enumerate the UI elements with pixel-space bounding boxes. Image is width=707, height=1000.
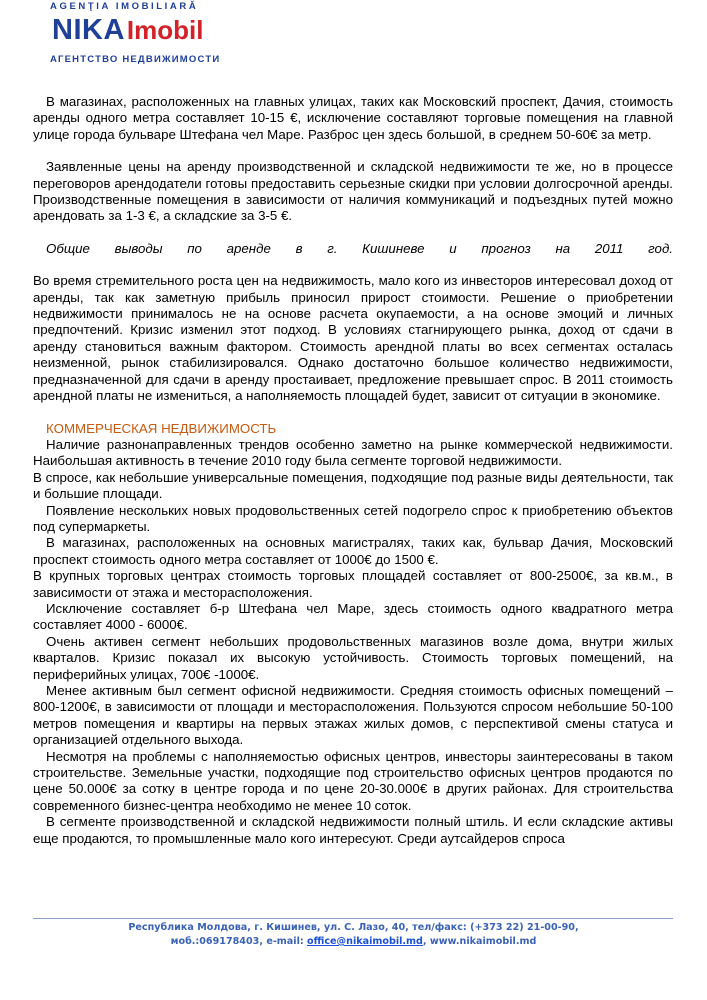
logo-imobil: Imobil [126,15,204,45]
italic-subheading: Общие выводы по аренде в г. Кишиневе и прогноз на 2011 год. [46,240,673,256]
footer-contacts [0,936,707,947]
paragraph-supermarkets: Появление нескольких новых продовольственных сетей подогрело спрос к приобретению объектов под супермаркеты. [33,502,673,534]
paragraph-shopping-centers: В крупных торговых центрах стоимость торговых площадей составляет от 800-2500€, за кв.м., в зависимости от этажа и месторасположения. [33,568,673,600]
footer-divider [33,918,673,919]
document-body [33,94,673,847]
footer-phone: моб.:069178403, e-mail: [170,936,308,947]
footer-separator: , [422,936,430,947]
paragraph-office: Менее активным был сегмент офисной недвижимости. Средняя стоимость офисных помещений – 800-1200€, в зависимости от площади и месторасположения. Пользуются спросом небольшие 50-100 метров помещения и квартиры на первых этажах жилых домов, с перспективой смены статуса и организацией отдельного выхода. [33,683,673,748]
footer-email-link[interactable]: office@nikaimobil.md [307,936,423,947]
section-heading-commercial: КОММЕРЧЕСКАЯ НЕДВИЖИМОСТЬ [46,420,277,436]
paragraph-retail-rent: В магазинах, расположенных на главных улицах, таких как Московский проспект, Дачия, стоимость аренды одного метра составляет 10-15 €, исключение составляют торговые помещения на главной улице города бульваре Штефана чел Маре. Разброс цен здесь большой, в среднем 50-60€ за метр. [33,94,673,142]
logo-nika: NIKA [52,14,125,46]
logo-wordmark [52,16,203,45]
paragraph-office-centers: Несмотря на проблемы с наполняемостью офисных центров, инвесторы заинтересованы в таком строительстве. Земельные участки, подходящие под строительство офисных центров продаются по цене 50.000€ за сотку в центре города и по цене 20-30.000€ в других районах. Для строительства современного бизнес-центра необходимо не менее 10 соток. [33,748,673,813]
paragraph-production-rent: Производственные помещения в зависимости от наличия коммуникаций и подъездных путей можно арендовать за 1-3 €, а складские за 3-5 €. [33,192,673,224]
paragraph-conclusions: Во время стремительного роста цен на недвижимость, мало кого из инвесторов интересовал доход от аренды, так как заметную прибыль приносил прирост стоимости. Решение о приобретении недвижимости принималось не на основе расчета окупаемости, а на основе эмоций и личных предпочтений. Кризис изменил этот подход. В условиях стагнирующего рынка, доход от сдачи в аренду становиться важным фактором. Стоимость арендной платы во всех сегментах осталась неизменной, рынок стабилизировался. Однако достаточно большое количество недвижимости, предназначенной для сдачи в аренду простаивает, предложение превышает спрос. В 2011 стоимость арендной платы не измениться, а наполняемость площадей будет, зависит от ситуации в экономике. [33,273,673,404]
logo-agentstvo-text: АГЕНТСТВО НЕДВИЖИМОСТИ [50,54,221,65]
paragraph-small-shops: Очень активен сегмент небольших продовольственных магазинов возле дома, внутри жилых кварталов. Кризис показал их высокую устойчивость. Стоимость торговых помещений, на периферийных улицах, 700€ -1000€. [33,633,673,682]
footer-address: Республика Молдова, г. Кишинев, ул. С. Лазо, 40, тел/факс: (+373 22) 21-00-90, [128,922,579,933]
paragraph-warehouse-rent: Заявленные цены на аренду производственной и складской недвижимости те же, но в процессе переговоров арендодатели готовы предоставить серьезные скидки при условии долгосрочной аренды. [33,159,673,191]
agency-logo [30,0,230,72]
paragraph-demand: В спросе, как небольшие универсальные помещения, подходящие под разные виды деятельности, так и большие площади. [33,469,673,502]
logo-agentia-text: AGENŢIA IMOBILIARĂ [50,1,199,12]
paragraph-main-streets: В магазинах, расположенных на основных магистралях, таких как, бульвар Дачия, Московский проспект стоимость одного метра составляет от 1000€ до 1500 €. [33,535,673,567]
paragraph-trends: Наличие разнонаправленных трендов особенно заметно на рынке коммерческой недвижимости. Наибольшая активность в течение 2010 году была сегменте торговой недвижимости. [33,436,673,469]
paragraph-industrial: В сегменте производственной и складской недвижимости полный штиль. И если складские активы еще продаются, то промышленные мало кого интересуют. Среди аутсайдеров спроса [33,814,673,846]
footer [0,922,707,947]
paragraph-stefan-cel-mare: Исключение составляет б-р Штефана чел Маре, здесь стоимость одного квадратного метра составляет 4000 - 6000€. [33,600,673,633]
footer-website-link[interactable]: www.nikaimobil.md [429,936,537,947]
